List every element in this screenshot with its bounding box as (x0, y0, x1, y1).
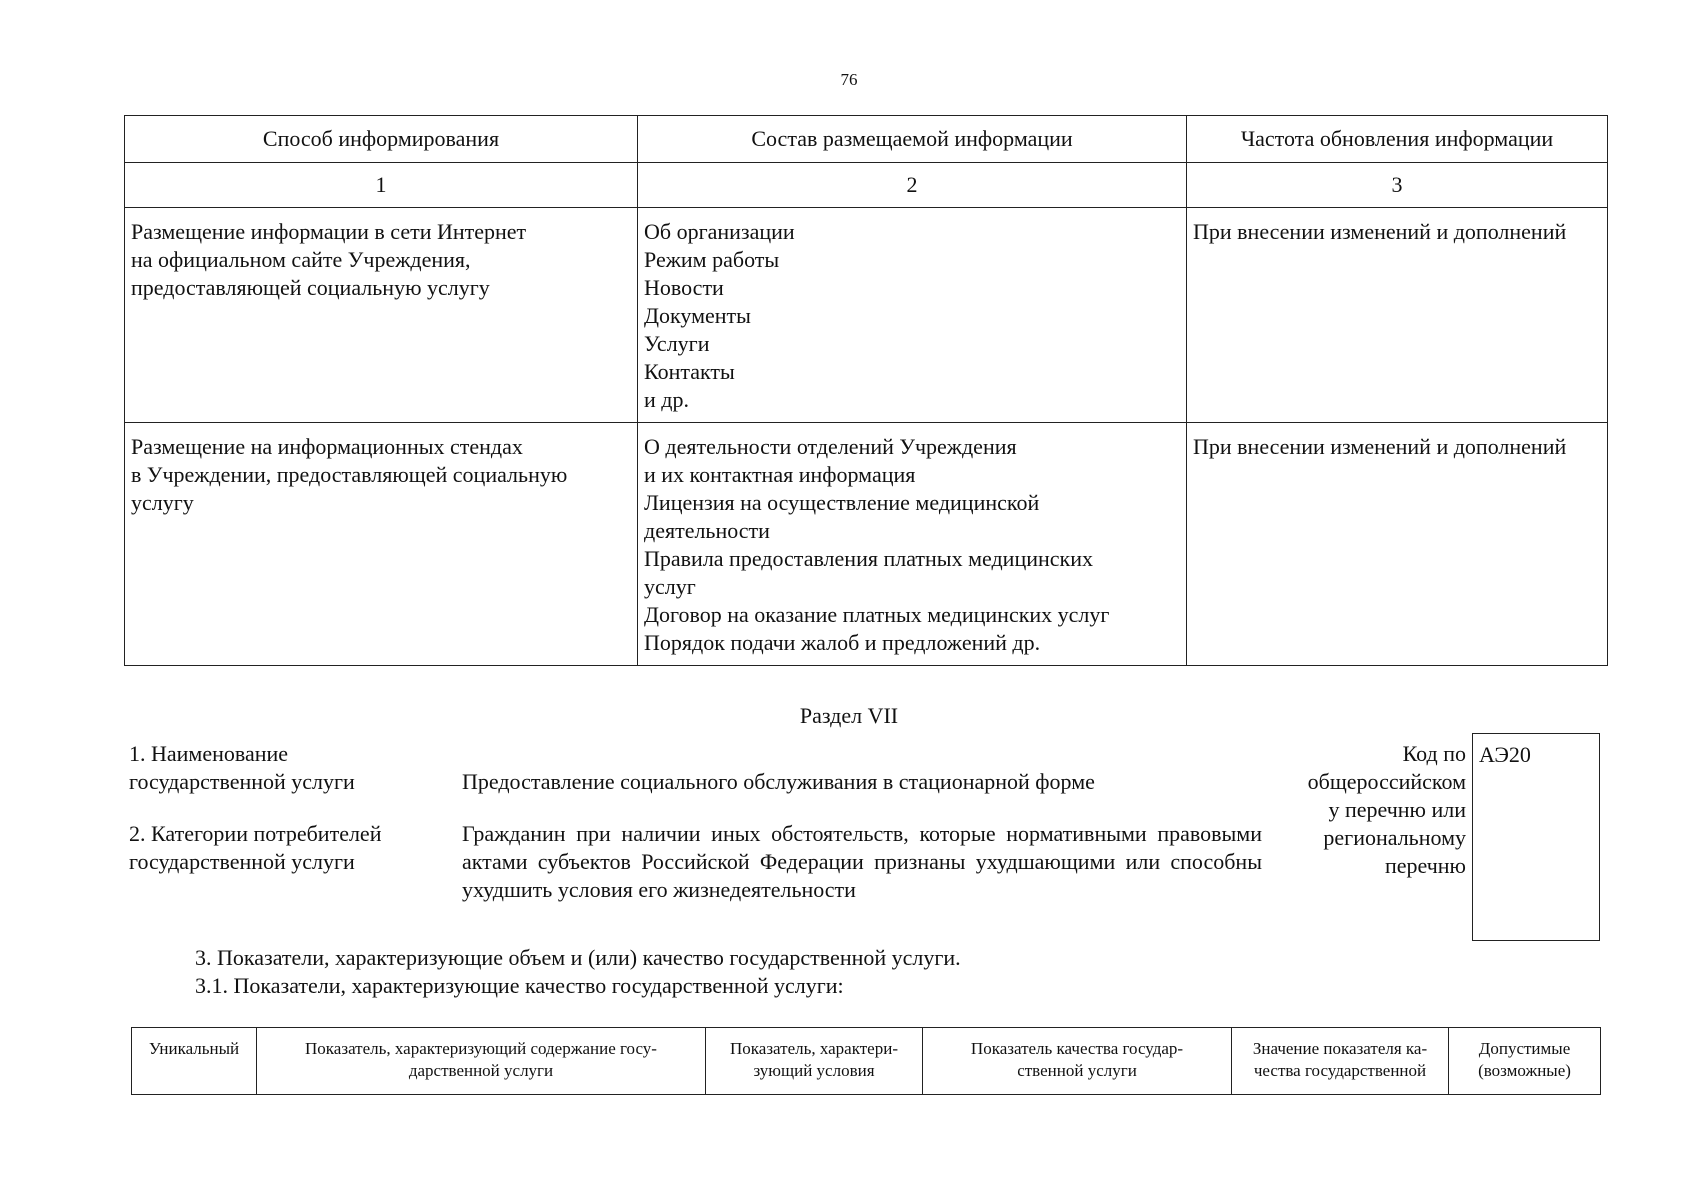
code-label-line: региональному (1323, 825, 1466, 850)
header-line: Показатель, характеризующий содержание госу- (305, 1039, 657, 1058)
page-number: 76 (840, 70, 858, 89)
content-item: Лицензия на осуществление медицинской (644, 490, 1040, 515)
header-line: Уникальный (148, 1039, 240, 1058)
content-item: О деятельности отделений Учреждения (644, 434, 1017, 459)
content-item: услуг (644, 574, 696, 599)
content-item: и их контактная информация (644, 462, 916, 487)
column-number-row (125, 163, 1608, 208)
content-item: Новости (644, 275, 724, 300)
method-line: Размещение информации в сети Интернет (131, 219, 527, 244)
method-line: предоставляющей социальную услугу (131, 275, 490, 300)
header-cell: Состав размещаемой информации (638, 116, 1187, 163)
code-box (1472, 733, 1600, 941)
method-cell (125, 423, 638, 666)
table-header-row (132, 1028, 1601, 1095)
service-name-value: Предоставление социального обслуживания в стационарной форме (462, 769, 1095, 794)
code-label-line: у перечню или (1328, 797, 1466, 822)
header-line: Показатель качества государ- (970, 1039, 1184, 1058)
consumer-category-label (129, 820, 459, 876)
column-number: 1 (125, 163, 638, 208)
content-item: деятельности (644, 518, 770, 543)
method-cell (125, 208, 638, 423)
content-item: Об организации (644, 219, 795, 244)
code-label-line: Код по (1402, 741, 1466, 766)
paragraph-3: 3. Показатели, характеризующие объем и (или) качество государственной услуги. (195, 945, 961, 970)
frequency-cell: При внесении изменений и дополнений (1187, 423, 1608, 666)
label-line: государственной услуги (129, 849, 355, 874)
content-cell (638, 208, 1187, 423)
code-label-line: общероссийском (1307, 769, 1466, 794)
header-line: (возможные) (1478, 1061, 1571, 1080)
consumer-category-value: Гражданин при наличии иных обстоятельств, которые нормативными правовыми актами субъектов Российской Федерации признаны ухудшающими или способны ухудшить условия его жизнедеятельности (462, 821, 1262, 902)
header-cell (257, 1028, 706, 1095)
header-line: Допустимые (1478, 1039, 1571, 1058)
header-cell (706, 1028, 923, 1095)
header-cell: Способ информирования (125, 116, 638, 163)
header-line: ственной услуги (1017, 1061, 1137, 1080)
method-line: на официальном сайте Учреждения, (131, 247, 471, 272)
header-line: зующий условия (753, 1061, 875, 1080)
frequency-cell: При внесении изменений и дополнений (1187, 208, 1608, 423)
label-line: государственной услуги (129, 769, 355, 794)
content-item: Договор на оказание платных медицинских услуг (644, 602, 1110, 627)
column-number: 2 (638, 163, 1187, 208)
label-line: 2. Категории потребителей (129, 821, 382, 846)
information-table (124, 115, 1608, 666)
header-cell (1449, 1028, 1601, 1095)
code-label-line: перечню (1384, 853, 1466, 878)
quality-indicators-table (131, 1027, 1601, 1095)
header-cell (132, 1028, 257, 1095)
content-item: Порядок подачи жалоб и предложений др. (644, 630, 1041, 655)
table-row (125, 423, 1608, 666)
content-item: и др. (644, 387, 689, 412)
content-item: Правила предоставления платных медицинских (644, 546, 1093, 571)
header-line: чества государственной (1253, 1061, 1427, 1080)
service-name-label (129, 740, 459, 796)
paragraph-3-1: 3.1. Показатели, характеризующие качество государственной услуги: (195, 973, 844, 998)
method-line: Размещение на информационных стендах (131, 434, 523, 459)
label-line: 1. Наименование (129, 741, 289, 766)
header-line: Показатель, характери- (730, 1039, 898, 1058)
header-cell (923, 1028, 1232, 1095)
content-item: Контакты (644, 359, 735, 384)
content-item: Документы (644, 303, 751, 328)
table-header-row (125, 116, 1608, 163)
content-cell (638, 423, 1187, 666)
table-row (125, 208, 1608, 423)
method-line: в Учреждении, предоставляющей социальную (131, 462, 568, 487)
section-title: Раздел VII (799, 703, 899, 728)
code-value: АЭ20 (1479, 742, 1531, 767)
content-item: Режим работы (644, 247, 780, 272)
header-line: дарственной услуги (408, 1061, 554, 1080)
method-line: услугу (131, 490, 194, 515)
header-cell (1232, 1028, 1449, 1095)
header-cell: Частота обновления информации (1187, 116, 1608, 163)
header-line: Значение показателя ка- (1252, 1039, 1428, 1058)
column-number: 3 (1187, 163, 1608, 208)
content-item: Услуги (644, 331, 710, 356)
code-label (1270, 740, 1466, 880)
